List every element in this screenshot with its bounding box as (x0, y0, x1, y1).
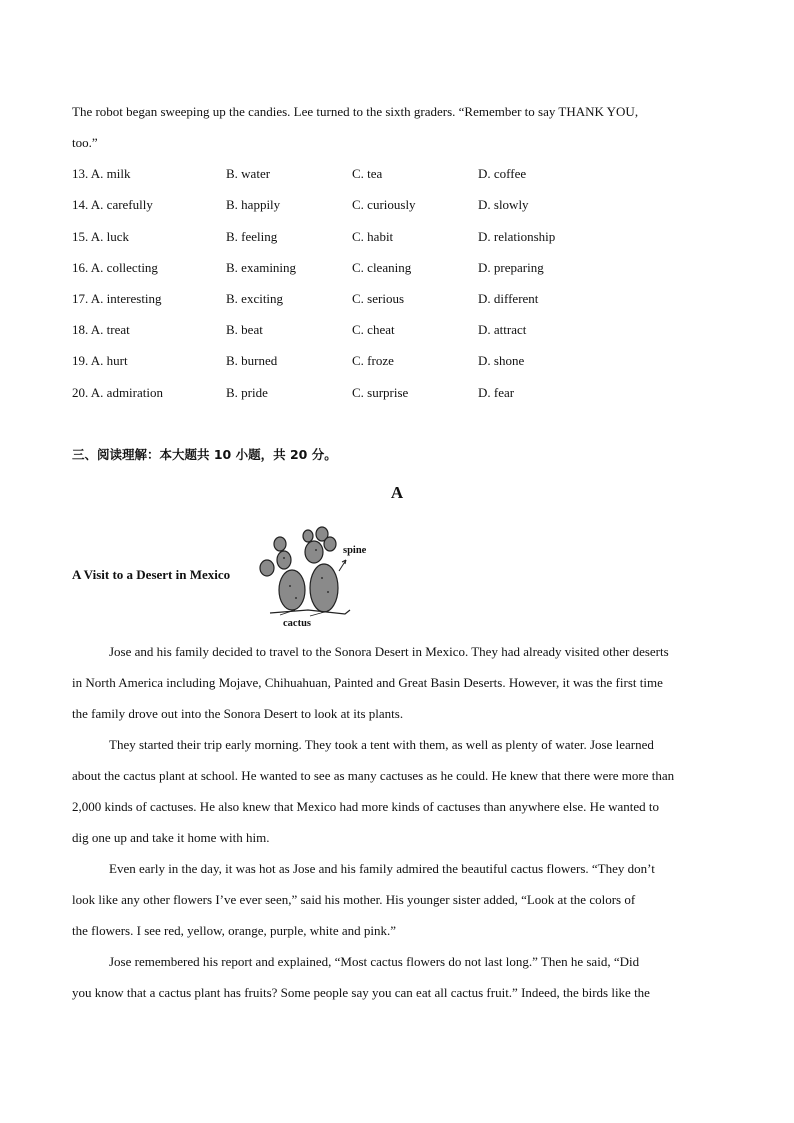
option-a: 17. A. interesting (72, 291, 162, 306)
cactus-figure (250, 518, 380, 638)
paragraph-line: the family drove out into the Sonora Desert to look at its plants. (72, 706, 404, 721)
option-b: B. water (226, 166, 271, 181)
option-c: C. tea (352, 166, 383, 181)
section-heading: 三、阅读理解：本大题共 10 小题，共 20 分。 (72, 447, 337, 462)
paragraph-line: Jose remembered his report and explained, “Most cactus flowers do not last long.” Then he said, “Did (109, 954, 640, 969)
option-a: 19. A. hurt (72, 353, 128, 368)
paragraph-line: 2,000 kinds of cactuses. He also knew that Mexico had more kinds of cactuses than anywhere else. He wanted to (72, 799, 659, 814)
question-row (72, 260, 722, 276)
intro-line-1: The robot began sweeping up the candies. Lee turned to the sixth graders. “Remember to say THANK YOU, (72, 104, 639, 119)
option-c: C. surprise (352, 385, 409, 400)
option-b: B. burned (226, 353, 278, 368)
passage-title: A Visit to a Desert in Mexico (72, 567, 231, 582)
option-d: D. fear (478, 385, 515, 400)
option-a: 14. A. carefully (72, 197, 153, 212)
option-d: D. coffee (478, 166, 527, 181)
paragraph-line: They started their trip early morning. They took a tent with them, as well as plenty of water. Jose learned (109, 737, 654, 752)
option-a: 16. A. collecting (72, 260, 158, 275)
question-row (72, 291, 722, 307)
paragraph-line: Jose and his family decided to travel to the Sonora Desert in Mexico. They had already visited other deserts (109, 644, 669, 659)
option-d: D. shone (478, 353, 525, 368)
option-d: D. different (478, 291, 539, 306)
option-a: 15. A. luck (72, 229, 130, 244)
option-a: 13. A. milk (72, 166, 131, 181)
paragraph-line: dig one up and take it home with him. (72, 830, 270, 845)
question-row (72, 229, 722, 245)
option-c: C. curiously (352, 197, 416, 212)
passage-letter: A (390, 483, 404, 502)
option-c: C. serious (352, 291, 404, 306)
intro-line-2: too.” (72, 135, 98, 150)
option-b: B. exciting (226, 291, 284, 306)
option-b: B. feeling (226, 229, 278, 244)
paragraph-line: the flowers. I see red, yellow, orange, purple, white and pink.” (72, 923, 397, 938)
paragraph-line: look like any other flowers I’ve ever seen,” said his mother. His younger sister added, “Look at the colors of (72, 892, 636, 907)
cactus-label: cactus (283, 618, 311, 629)
option-c: C. habit (352, 229, 394, 244)
option-d: D. relationship (478, 229, 556, 244)
cactus-icon (250, 518, 380, 633)
question-row (72, 353, 722, 369)
option-a: 18. A. treat (72, 322, 130, 337)
option-a: 20. A. admiration (72, 385, 163, 400)
option-b: B. happily (226, 197, 281, 212)
option-b: B. beat (226, 322, 263, 337)
question-row (72, 166, 722, 182)
question-row (72, 385, 722, 401)
option-d: D. preparing (478, 260, 544, 275)
option-c: C. cheat (352, 322, 395, 337)
option-d: D. attract (478, 322, 527, 337)
question-row (72, 322, 722, 338)
question-row (72, 197, 722, 213)
paragraph-line: Even early in the day, it was hot as Jose and his family admired the beautiful cactus flowers. “They don’t (109, 861, 655, 876)
option-b: B. examining (226, 260, 297, 275)
option-c: C. cleaning (352, 260, 412, 275)
option-b: B. pride (226, 385, 268, 400)
option-c: C. froze (352, 353, 394, 368)
spine-label: spine (343, 545, 367, 556)
paragraph-line: about the cactus plant at school. He wanted to see as many cactuses as he could. He knew that there were more than (72, 768, 675, 783)
passage-body (72, 636, 722, 1008)
option-d: D. slowly (478, 197, 529, 212)
paragraph-line: you know that a cactus plant has fruits? Some people say you can eat all cactus fruit.” Indeed, the birds like the (72, 985, 650, 1000)
paragraph-line: in North America including Mojave, Chihuahuan, Painted and Great Basin Deserts. However, it was the first time (72, 675, 663, 690)
